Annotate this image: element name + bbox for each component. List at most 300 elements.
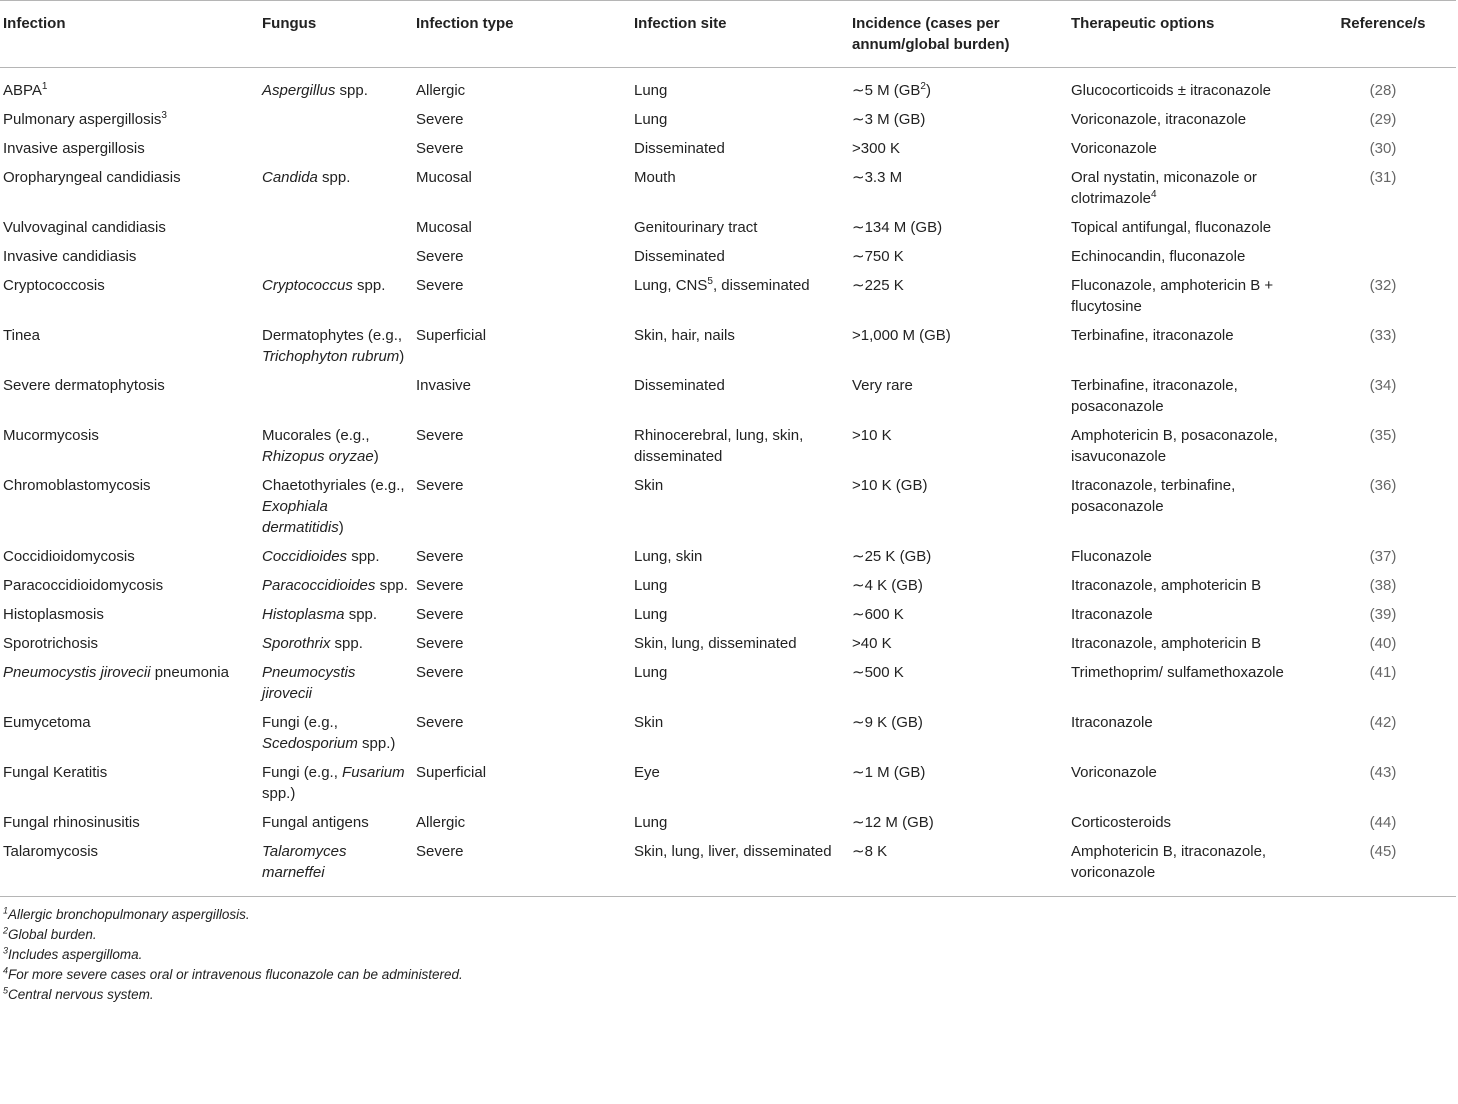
cell-reference — [1310, 372, 1456, 422]
infection-name: Histoplasmosis — [3, 606, 104, 623]
cell-infection-site — [630, 106, 848, 135]
infection-type: Severe — [416, 140, 464, 157]
cell-reference — [1310, 68, 1456, 107]
infection-type: Severe — [416, 248, 464, 265]
cell-therapeutic-options — [1067, 214, 1310, 243]
cell-therapeutic-options — [1067, 759, 1310, 809]
cell-infection-type — [412, 838, 630, 897]
cell-infection-type — [412, 659, 630, 709]
cell-infection — [0, 214, 258, 243]
cell-fungus — [258, 135, 412, 164]
cell-incidence — [848, 243, 1067, 272]
cell-incidence — [848, 572, 1067, 601]
cell-fungus — [258, 106, 412, 135]
therapy-text: Corticosteroids — [1071, 814, 1172, 831]
cell-therapeutic-options — [1067, 164, 1310, 214]
cell-reference — [1310, 164, 1456, 214]
footnote — [3, 925, 1458, 945]
infection-name: Fungal rhinosinusitis — [3, 814, 140, 831]
infection-name: Fungal Keratitis — [3, 764, 108, 781]
incidence-value: ∼134 M (GB) — [852, 219, 943, 236]
infection-name: Invasive candidiasis — [3, 248, 137, 265]
cell-incidence — [848, 543, 1067, 572]
infection-name: Severe dermatophytosis — [3, 377, 165, 394]
infection-type: Severe — [416, 427, 464, 444]
table-row — [0, 106, 1456, 135]
table-row — [0, 243, 1456, 272]
cell-incidence — [848, 630, 1067, 659]
cell-therapeutic-options — [1067, 659, 1310, 709]
cell-incidence — [848, 214, 1067, 243]
header-infection-site: Infection site — [630, 1, 848, 68]
cell-therapeutic-options — [1067, 572, 1310, 601]
cell-fungus — [258, 572, 412, 601]
cell-infection-type — [412, 630, 630, 659]
cell-reference — [1310, 135, 1456, 164]
fungus-name-italic: Talaromyces marneffei — [262, 843, 347, 881]
cell-fungus — [258, 543, 412, 572]
fungus-name: spp. — [330, 635, 363, 652]
table-row — [0, 630, 1456, 659]
fungus-name: spp.) — [357, 735, 396, 752]
reference-link: (36) — [1369, 477, 1397, 494]
cell-fungus — [258, 601, 412, 630]
therapy-text: Voriconazole — [1071, 140, 1157, 157]
cell-incidence — [848, 272, 1067, 322]
fungus-name-italic: Rhizopus oryzae — [262, 448, 374, 465]
reference-link: (34) — [1369, 377, 1397, 394]
cell-infection — [0, 543, 258, 572]
cell-infection — [0, 68, 258, 107]
cell-incidence — [848, 68, 1067, 107]
table-row — [0, 135, 1456, 164]
incidence-value: ∼12 M (GB) — [852, 814, 934, 831]
cell-incidence — [848, 809, 1067, 838]
infection-site: Disseminated — [634, 140, 725, 157]
infection-type: Superficial — [416, 764, 487, 781]
cell-reference — [1310, 272, 1456, 322]
infection-site: Disseminated — [634, 377, 725, 394]
cell-infection — [0, 272, 258, 322]
cell-reference — [1310, 630, 1456, 659]
fungus-name: spp. — [335, 82, 368, 99]
infection-site: Skin, lung, disseminated — [634, 635, 797, 652]
table-row — [0, 659, 1456, 709]
cell-fungus — [258, 164, 412, 214]
fungus-name-italic: Trichophyton rubrum — [262, 348, 400, 365]
footnote-mark: 5 — [3, 985, 9, 996]
fungus-name-italic: Cryptococcus — [262, 277, 353, 294]
cell-reference — [1310, 472, 1456, 543]
cell-incidence — [848, 838, 1067, 897]
footnote-mark: 4 — [3, 965, 9, 976]
cell-therapeutic-options — [1067, 709, 1310, 759]
infection-site: Skin, hair, nails — [634, 327, 735, 344]
cell-infection — [0, 759, 258, 809]
cell-infection-site — [630, 809, 848, 838]
cell-reference — [1310, 106, 1456, 135]
fungus-name: spp. — [344, 606, 378, 623]
cell-infection-type — [412, 543, 630, 572]
reference-link: (37) — [1369, 548, 1397, 565]
cell-fungus — [258, 322, 412, 372]
therapy-text: Oral nystatin, miconazole or clotrimazole — [1071, 169, 1257, 207]
cell-incidence — [848, 759, 1067, 809]
fungus-name-italic: Paracoccidioides — [262, 577, 376, 594]
cell-therapeutic-options — [1067, 322, 1310, 372]
footnote-text: Includes aspergilloma. — [8, 947, 143, 962]
cell-infection-site — [630, 572, 848, 601]
fungus-name: spp. — [352, 277, 386, 294]
infection-name: Talaromycosis — [3, 843, 99, 860]
infection-site: Mouth — [634, 169, 676, 186]
cell-fungus — [258, 214, 412, 243]
therapy-text: Itraconazole, terbinafine, posaconazole — [1071, 477, 1236, 515]
incidence-value: ∼9 K (GB) — [852, 714, 923, 731]
fungus-name: ) — [373, 448, 379, 465]
cell-infection — [0, 135, 258, 164]
footnote-text: Central nervous system. — [8, 987, 154, 1002]
infection-type: Allergic — [416, 814, 466, 831]
table-header-row — [0, 1, 1456, 68]
footnotes — [0, 897, 1458, 1005]
cell-incidence — [848, 472, 1067, 543]
footnote-marker: 5 — [707, 276, 713, 287]
table-row — [0, 543, 1456, 572]
cell-fungus — [258, 372, 412, 422]
header-references: Reference/s — [1310, 1, 1456, 68]
cell-fungus — [258, 422, 412, 472]
footnote-mark: 3 — [3, 945, 9, 956]
incidence-value: >1,000 M (GB) — [852, 327, 951, 344]
therapy-text: Glucocorticoids ± itraconazole — [1071, 82, 1271, 99]
cell-infection — [0, 630, 258, 659]
cell-infection-site — [630, 630, 848, 659]
cell-infection-site — [630, 759, 848, 809]
footnote — [3, 965, 1458, 985]
cell-infection — [0, 164, 258, 214]
cell-infection-type — [412, 272, 630, 322]
infection-name: Oropharyngeal candidiasis — [3, 169, 181, 186]
infection-name: Eumycetoma — [3, 714, 91, 731]
reference-link: (31) — [1369, 169, 1397, 186]
table-row — [0, 601, 1456, 630]
footnote-marker: 4 — [1151, 189, 1157, 200]
cell-infection-site — [630, 838, 848, 897]
cell-infection-site — [630, 68, 848, 107]
infection-name: Invasive aspergillosis — [3, 140, 145, 157]
cell-reference — [1310, 838, 1456, 897]
reference-link: (40) — [1369, 635, 1397, 652]
cell-infection-type — [412, 214, 630, 243]
cell-reference — [1310, 659, 1456, 709]
infection-type: Severe — [416, 277, 464, 294]
infection-name: Sporotrichosis — [3, 635, 99, 652]
cell-infection-type — [412, 322, 630, 372]
fungus-name: Fungal antigens — [262, 814, 369, 831]
header-incidence: Incidence (cases per annum/global burden) — [848, 1, 1067, 68]
cell-incidence — [848, 709, 1067, 759]
fungus-prefix: Fungi (e.g., — [262, 714, 338, 731]
therapy-text: Terbinafine, itraconazole — [1071, 327, 1234, 344]
fungus-name-italic: Exophiala dermatitidis — [262, 498, 339, 536]
infection-site: Skin, lung, liver, disseminated — [634, 843, 832, 860]
cell-incidence — [848, 601, 1067, 630]
cell-fungus — [258, 472, 412, 543]
cell-fungus — [258, 272, 412, 322]
infection-site: Lung — [634, 82, 668, 99]
table-row — [0, 709, 1456, 759]
infection-type: Severe — [416, 635, 464, 652]
cell-fungus — [258, 709, 412, 759]
cell-fungus — [258, 243, 412, 272]
footnote-text: Allergic bronchopulmonary aspergillosis. — [8, 907, 250, 922]
cell-infection — [0, 106, 258, 135]
cell-infection-site — [630, 422, 848, 472]
reference-link: (42) — [1369, 714, 1397, 731]
infection-type: Severe — [416, 111, 464, 128]
therapy-text: Terbinafine, itraconazole, posaconazole — [1071, 377, 1238, 415]
infection-name: ABPA — [3, 82, 42, 99]
table-row — [0, 372, 1456, 422]
cell-reference — [1310, 709, 1456, 759]
infection-type: Severe — [416, 548, 464, 565]
fungus-name-italic: Histoplasma — [262, 606, 345, 623]
cell-infection-type — [412, 472, 630, 543]
cell-infection — [0, 372, 258, 422]
reference-link: (28) — [1369, 82, 1397, 99]
table-row — [0, 759, 1456, 809]
infection-name: Tinea — [3, 327, 40, 344]
incidence-value: ∼500 K — [852, 664, 904, 681]
cell-reference — [1310, 322, 1456, 372]
cell-infection-site — [630, 214, 848, 243]
cell-infection-site — [630, 322, 848, 372]
infection-site: Eye — [634, 764, 660, 781]
incidence-value: ∼750 K — [852, 248, 904, 265]
cell-infection — [0, 472, 258, 543]
cell-therapeutic-options — [1067, 630, 1310, 659]
therapy-text: Topical antifungal, fluconazole — [1071, 219, 1272, 236]
infection-site: Lung — [634, 111, 668, 128]
infection-site: Lung — [634, 664, 668, 681]
infection-name: Pulmonary aspergillosis — [3, 111, 162, 128]
fungus-prefix: Mucorales (e.g., — [262, 427, 370, 444]
therapy-text: Voriconazole — [1071, 764, 1157, 781]
incidence-value: ∼3 M (GB) — [852, 111, 926, 128]
cell-therapeutic-options — [1067, 809, 1310, 838]
infection-name: Paracoccidioidomycosis — [3, 577, 164, 594]
cell-reference — [1310, 809, 1456, 838]
fungus-name: spp. — [347, 548, 380, 565]
infection-site: Lung — [634, 814, 668, 831]
cell-incidence — [848, 372, 1067, 422]
cell-infection-site — [630, 164, 848, 214]
infection-site: Skin — [634, 477, 664, 494]
cell-fungus — [258, 809, 412, 838]
incidence-value: >300 K — [852, 140, 900, 157]
cell-therapeutic-options — [1067, 543, 1310, 572]
cell-reference — [1310, 243, 1456, 272]
header-infection: Infection — [0, 1, 258, 68]
cell-infection — [0, 422, 258, 472]
cell-infection — [0, 709, 258, 759]
cell-therapeutic-options — [1067, 422, 1310, 472]
fungus-name-italic: Candida — [262, 169, 318, 186]
infection-site: Skin — [634, 714, 664, 731]
cell-infection-site — [630, 135, 848, 164]
cell-reference — [1310, 543, 1456, 572]
cell-therapeutic-options — [1067, 243, 1310, 272]
reference-link: (35) — [1369, 427, 1397, 444]
cell-reference — [1310, 601, 1456, 630]
fungus-prefix: Fungi (e.g., — [262, 764, 343, 781]
cell-fungus — [258, 68, 412, 107]
infection-site: Rhinocerebral, lung, skin, disseminated — [634, 427, 804, 465]
therapy-text: Amphotericin B, posaconazole, isavuconazole — [1071, 427, 1278, 465]
header-fungus: Fungus — [258, 1, 412, 68]
cell-incidence — [848, 164, 1067, 214]
therapy-text: Itraconazole, amphotericin B — [1071, 635, 1262, 652]
infection-type: Severe — [416, 477, 464, 494]
infection-type: Superficial — [416, 327, 487, 344]
cell-infection-type — [412, 372, 630, 422]
cell-therapeutic-options — [1067, 68, 1310, 107]
cell-infection-type — [412, 422, 630, 472]
cell-infection-site — [630, 243, 848, 272]
infection-site: Lung, CNS — [634, 277, 708, 294]
fungus-name-italic: Pneumocystis jirovecii — [262, 664, 356, 702]
cell-infection-type — [412, 809, 630, 838]
cell-reference — [1310, 759, 1456, 809]
infection-name: Cryptococcosis — [3, 277, 105, 294]
incidence-value: >10 K (GB) — [852, 477, 928, 494]
cell-infection — [0, 322, 258, 372]
cell-infection — [0, 659, 258, 709]
infection-type: Invasive — [416, 377, 472, 394]
table-row — [0, 809, 1456, 838]
infection-site-suffix: , disseminated — [712, 277, 810, 294]
incidence-value: Very rare — [852, 377, 913, 394]
cell-incidence — [848, 106, 1067, 135]
infection-type: Allergic — [416, 82, 466, 99]
footnote — [3, 945, 1458, 965]
cell-fungus — [258, 838, 412, 897]
infection-site: Genitourinary tract — [634, 219, 758, 236]
cell-infection-type — [412, 572, 630, 601]
cell-reference — [1310, 422, 1456, 472]
infection-name-italic: Pneumocystis jirovecii — [3, 664, 151, 681]
incidence-value: ∼4 K (GB) — [852, 577, 923, 594]
fungus-prefix: Dermatophytes (e.g., — [262, 327, 403, 344]
cell-therapeutic-options — [1067, 601, 1310, 630]
cell-fungus — [258, 659, 412, 709]
cell-infection-site — [630, 659, 848, 709]
table-row — [0, 322, 1456, 372]
reference-link: (29) — [1369, 111, 1397, 128]
fungus-name: ) — [399, 348, 405, 365]
incidence-value: ∼600 K — [852, 606, 904, 623]
therapy-text: Itraconazole — [1071, 606, 1153, 623]
infection-type: Mucosal — [416, 219, 472, 236]
therapy-text: Fluconazole — [1071, 548, 1152, 565]
cell-reference — [1310, 572, 1456, 601]
reference-link: (45) — [1369, 843, 1397, 860]
cell-therapeutic-options — [1067, 106, 1310, 135]
infection-type: Mucosal — [416, 169, 472, 186]
fungus-name: spp. — [375, 577, 408, 594]
fungus-name-italic: Fusarium — [342, 764, 405, 781]
reference-link: (43) — [1369, 764, 1397, 781]
incidence-value: ∼225 K — [852, 277, 904, 294]
table-row — [0, 422, 1456, 472]
footnote-marker: 3 — [161, 110, 167, 121]
cell-therapeutic-options — [1067, 135, 1310, 164]
table-row — [0, 572, 1456, 601]
footnote-mark: 2 — [3, 925, 9, 936]
therapy-text: Trimethoprim/ sulfamethoxazole — [1071, 664, 1284, 681]
therapy-text: Amphotericin B, itraconazole, voriconazole — [1071, 843, 1267, 881]
footnote-marker: 1 — [41, 81, 48, 92]
therapy-text: Fluconazole, amphotericin B + flucytosine — [1071, 277, 1274, 315]
cell-fungus — [258, 759, 412, 809]
infection-name: Chromoblastomycosis — [3, 477, 151, 494]
fungus-name-italic: Coccidioides — [262, 548, 348, 565]
cell-infection-site — [630, 601, 848, 630]
infection-name: Coccidioidomycosis — [3, 548, 135, 565]
therapy-text: Voriconazole, itraconazole — [1071, 111, 1247, 128]
cell-infection — [0, 572, 258, 601]
header-infection-type: Infection type — [412, 1, 630, 68]
infection-name: Mucormycosis — [3, 427, 99, 444]
reference-link: (41) — [1369, 664, 1397, 681]
reference-link: (33) — [1369, 327, 1397, 344]
incidence-value: ∼5 M (GB — [852, 82, 921, 99]
cell-infection-type — [412, 68, 630, 107]
infection-type: Severe — [416, 664, 464, 681]
cell-infection — [0, 243, 258, 272]
cell-infection-type — [412, 106, 630, 135]
infection-type: Severe — [416, 606, 464, 623]
reference-link: (30) — [1369, 140, 1397, 157]
reference-link: (39) — [1369, 606, 1397, 623]
table-row — [0, 214, 1456, 243]
infection-site: Lung — [634, 577, 668, 594]
cell-infection-site — [630, 372, 848, 422]
cell-incidence — [848, 659, 1067, 709]
incidence-value: ∼8 K — [852, 843, 888, 860]
footnote-text: For more severe cases oral or intravenous fluconazole can be administered. — [8, 967, 463, 982]
cell-infection-type — [412, 759, 630, 809]
cell-therapeutic-options — [1067, 838, 1310, 897]
incidence-value: >10 K — [852, 427, 892, 444]
cell-infection-site — [630, 272, 848, 322]
header-therapeutic-options: Therapeutic options — [1067, 1, 1310, 68]
cell-fungus — [258, 630, 412, 659]
table-row — [0, 272, 1456, 322]
cell-infection-site — [630, 709, 848, 759]
therapy-text: Itraconazole — [1071, 714, 1153, 731]
reference-link: (38) — [1369, 577, 1397, 594]
cell-infection-type — [412, 601, 630, 630]
infection-site: Disseminated — [634, 248, 725, 265]
infection-name: Vulvovaginal candidiasis — [3, 219, 166, 236]
cell-infection-site — [630, 472, 848, 543]
footnote-text: Global burden. — [8, 927, 97, 942]
fungus-prefix: Chaetothyriales (e.g., — [262, 477, 405, 494]
cell-infection — [0, 809, 258, 838]
fungus-name-italic: Sporothrix — [262, 635, 331, 652]
